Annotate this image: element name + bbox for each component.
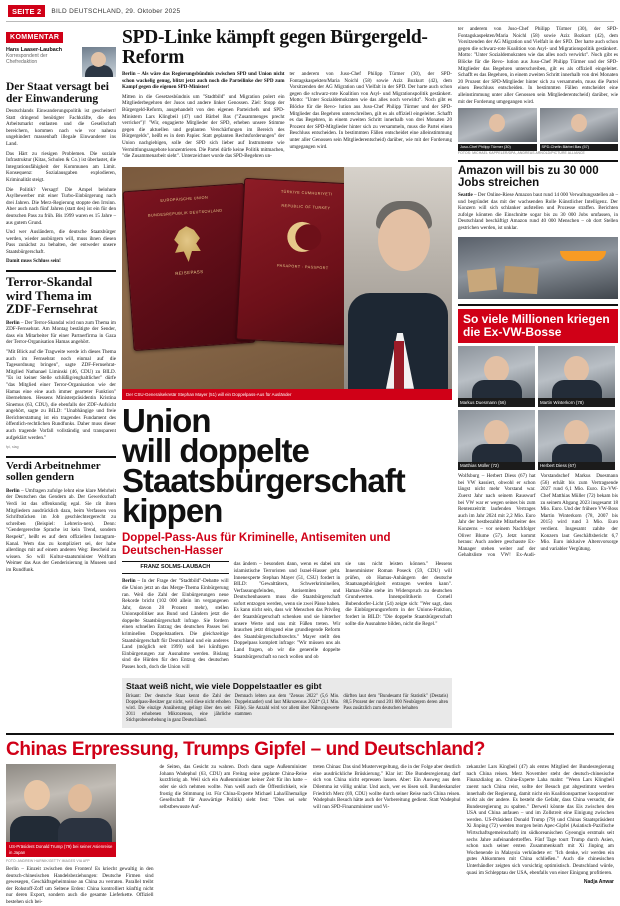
amazon-body: – Der Online-Riese Amazon baut rund 14 000 Verwaltungsstellen ab – und begründet das mit der wachsenden Rolle Künstlicher Intelligenz. Der Konzern will sich schlanker aufstellen und Prozesse straffen. Berichten zufolge könnten die Einschnitte sogar bis zu 30 000 Jobs umfassen, in Deutschland beschäftigt Amazon rund 40 000 Menschen – ob dort Stellen gestrichen werden, ist unklar. <box>458 191 618 231</box>
spd-dateline: Berlin <box>122 71 136 77</box>
union-article <box>122 561 452 673</box>
passport-de-label-2: BUNDESREPUBLIK DEUTSCHLAND <box>147 208 223 218</box>
divider-1 <box>6 270 116 272</box>
divider-2 <box>6 456 116 458</box>
vw-body: Wolfsburg – Herbert Diess (67) hat bei VW kassiert, obwohl er schon längst nicht mehr Vorstand war. Zuerst Jahr nach seinem Rauswurf bei VW war er wegen seines bis zum Rentenzeitritt laufenden Vertrages auch im Jahr 2024 mit 2,2 Mio. Euro Jahr der bestbezahlte Mitarbeiter des Konzerns – vor seinem Nachfolger Oliver Blume (57). Jetzt kommt heraus: Auch andere geschasste Ex-Manager stehen weiter auf der Gehaltsliste von VW! Ex-Audi-Vorstandschef Markus Duesmann (56) erhält bis zum Vertragsende 2027 rund 6,1 Mio. Euro. Ex-VW-Chef Matthias Müller (72) bekam bis zu seinem Abgang 2023 insgesamt 18 Mio. Euro. Und der frühere VW-Boss Martin Winterkorn (78, 2007 bis 2015) wird rund 3 Mio. Euro verdient. Insgesamt zahlte der Konzern laut Geschäftsbericht 6,7 Mio. Euro inklusive Altersvorsorge und variabler Vergütung. <box>458 473 618 559</box>
page-badge: SEITE 2 <box>8 5 45 17</box>
terror-body: – Der Terror-Skandal wird nun zum Thema im ZDF-Fernsehrat. Am Montag bestätigte der Sender, dass ein Mitarbeiter für einer Partnerfirma in Gaza der Terror-Organisation Hamas angehört. <box>6 319 116 346</box>
vw-portrait-grid <box>458 346 618 470</box>
spd-article <box>122 71 452 163</box>
union-body-1: – In der Frage der "Stadtbild"-Debatte will die Union jetzt an das Merge-Thema Einbürgerung ran. Weil die Zahl der Einbürgerungen neue Rekorde bricht (102 000 allein im vergangenen Jahr, davon 28 Prozent mehr), stellen Unionspolitiker aus Bund und Ländern jetzt die doppelte Staatsbürgerschaft infrage. Sie fordern einen schnellen Entzug des deutschen Passes bei kriminellen Doppelstaatlern. Die gleichzeitige Staatsbürgerschaft für Deutschland und ein anderes Land (möglich seit 1999) soll bei künftigen Einbürgerungen zur Ausnahme werden. Bislang sind die Hürden für den Entzug des deutschen Passes hoch, doch die Union will <box>122 578 229 671</box>
union-subheadline: Doppel-Pass-Aus für Kriminelle, Antisemiten und Deutschen-Hasser <box>122 532 391 557</box>
commentary-p1: Deutschlands Einwanderungspolitik ist gescheitert! Statt dringend benötigter Fachkräfte, die den Arbeitsmarkt entlasten und die Gesellschaft bereichern, kommen nach wie vor nahezu ungehindert massenhaft illegale Einwanderer ins Land. <box>6 108 116 147</box>
portrait-bas <box>540 108 619 151</box>
amazon-package-2 <box>503 266 539 294</box>
divider-4 <box>458 304 618 306</box>
vw-photo-4 <box>538 410 615 462</box>
passport-photo-caption: Der CSU-Generalsekretär Stephan Mayer (51) will ein Doppelpass-Aus für Ausländer <box>122 389 452 401</box>
spd-lead: – Als wäre das Regierungsbündnis zwischen SPD und Union nicht schon wackelig genug, blitzt jetzt auch noch die Parteilinke der SPD zum Kampf gegen die eigenen SPD-Minister! <box>122 71 285 91</box>
passport-tr-label-1: TÜRKIYE CUMHURIYETI <box>280 189 333 197</box>
bottom-body-0: Berlin – Einzeit zwischen den Fronten! Es kriecht gewaltig in den deutsch-chinesischen Handelsbeziehungen: Deutsche Firmen sind gewesegen, Geschäftsgeheimnisse an China zu verraten. Parallel treibt der Rohstoff-Zoff um Seltene Erden: China kontrolliert künftig nicht nur deren Export, sondern auch die gesamte Lieferkette. Offiziell bestehen sich bei- <box>6 865 154 905</box>
commentary-author <box>6 47 78 65</box>
spd-body-3: ter anderem von Juso-Chef Philipp Türmer (30), der SPD-Fontagskaspekten/Maria Noichl (58) sowie Aziz Bozkurt (42), dem Vorsitzenden der AG Migration und Vielfalt in der SPD. Der harte auch schon gegen die schwarz-rote Koalition von Asyl- und Migrationspolitik gestänkert. Motto: "Unter Sozialdemokraten wie das alles noch verwirkt". Noch gibt es Blöcke für die Revo- lution aus Juso-Chef Philipp Türmer und der SPD-Mitglieder das Begehren unterschreiben, gilt es als offiziell eingeleitet. Schafft es das Begehren, in einem zweiten Schritt innerhalb von drei Monaten 20 Prozent der SPD-Mitglieder hinter sich zu versammeln, muss die Partei einen Beschluss entscheiden. In bestimmten Fällen entscheidet eine alleinstimmung unter aller Genossen sein Mitgliederentscheid) darüber, wie mit der Forderung umgegangen wird. <box>458 26 618 105</box>
bottom-col-3 <box>467 764 615 905</box>
masthead <box>6 0 614 22</box>
divider-3 <box>458 160 618 162</box>
vw-photo-3 <box>458 410 535 462</box>
bottom-col-2: treten Chinas: Das sind Mustervergeltung, die in der Folge aber deutlich eine ausdrückliche Brüskierung." Klar ist: Die Bundesregierung darf sich von China nicht erpressen lassen. Aber: Ein Ausweg aus dem Dilemma ist völlig unklar. Und auch, wer es lösen soll. Bundeskanzler Friedrich Merz (69, CDU) wollte durch seiner Reise nach China reisen. Wadephuls Besuch hätte auch der Vorbereitung gedient. Statt Wadephul will nun SPD-Finanzminister und Vi- <box>313 764 461 810</box>
trump-head <box>24 780 50 810</box>
commentary-label: KOMMENTAR <box>6 32 63 43</box>
vw-name-2: Martin Winterkorn (78) <box>538 398 615 406</box>
spd-photo-credit: FOTOS: MICHAEL KAPPELER/DPA, ANDREAS ARNOLD/PICTURE ALLIANCE <box>458 150 585 155</box>
passport-tr-label-2: REPUBLIC OF TURKEY <box>281 203 331 211</box>
bottom-columns <box>6 764 614 905</box>
spd-col-2 <box>290 71 453 163</box>
middle-column <box>122 26 452 728</box>
doppelstaat-col-1: Brisant: Der deutsche Staat kennt die Zahl der Doppelpass-Besitzer gar nicht, weil diese nicht erhoben wird. Die einzige Annäherung gelingt über den seit 2011 erhobenen Mikrozensus, eine jährliche Stichprobenerhebung in ganz Deutschland. <box>126 694 231 724</box>
verdi-article <box>6 461 116 574</box>
amazon-photo <box>458 237 618 299</box>
vw-name-4: Herbert Diess (67) <box>538 462 615 470</box>
bas-photo <box>540 108 619 142</box>
amazon-package-1 <box>467 268 497 293</box>
union-byline: FRANZ SOLMS-LAUBACH <box>122 561 229 574</box>
commentary-p4: Und wer Ausländern, die deutsche Staatsbürger werden, wieder ausbürgern will, muss ihnen diesen Pass zunächst zu behalten, der entweder unsere Staatsbürgerschaft. <box>6 229 116 255</box>
trump-photo-credit: FOTO: ANDREW HARNIK/GETTY IMAGES VIA AFP <box>6 858 90 863</box>
commentary-body <box>6 108 116 265</box>
terror-article <box>6 275 116 451</box>
passport-photo <box>122 167 452 389</box>
spd-body-2: ter anderem von Juso-Chef Philipp Türmer (30), der SPD-Fontagskaspekten/Maria Noichl (58) sowie Aziz Bozkurt (42), dem Vorsitzenden der AG Migration und Vielfalt in der SPD. Der harte auch schon gegen die schwarz-rote Koalition von Asyl- und Migrationspolitik gestänkert. Motto: "Unter Sozialdemokraten wie das alles noch verwirkt". Noch gibt es Blöcke für die Revo- lution aus Juso-Chef Philipp Türmer und der SPD-Mitglieder das Begehren unterschreiben, gilt es als offiziell eingeleitet. Schafft es das Begehren, in einem zweiten Schritt innerhalb von drei Monaten 20 Prozent der SPD-Mitglieder hinter sich zu versammeln, muss die Partei einen Beschluss entscheiden. In bestimmten Fällen entscheidet eine alleinstimmung unter aller Genossen sein Mitgliederentscheid) darüber, wie mit der Forderung umgegangen wird. <box>289 71 452 150</box>
spd-portraits <box>458 108 618 151</box>
right-column <box>458 26 618 728</box>
tuermer-photo <box>458 108 537 142</box>
spd-headline: SPD-Linke kämpft gegen Bürgergeld-Reform <box>122 27 428 68</box>
commentary-author-role: Korrespondent der Chefredaktion <box>6 53 48 65</box>
spd-col-1 <box>122 71 285 163</box>
vw-name-1: Markus Duesmann (56) <box>458 398 535 406</box>
second-person-head <box>68 784 92 812</box>
terror-lead <box>6 320 116 346</box>
vw-person-4 <box>538 410 615 470</box>
portrait-tuermer <box>458 108 537 151</box>
union-headline-line-4: kippen <box>122 492 223 530</box>
passport-de-label-1: EUROPÄISCHE UNION <box>160 195 209 203</box>
eagle-icon <box>169 225 205 263</box>
vw-person-3 <box>458 410 535 470</box>
page-columns <box>6 26 618 728</box>
trump-photo-caption: US-Präsident Donald Trump (79) bei seiner Asienreise in Japan <box>6 842 116 857</box>
vw-photo-1 <box>458 346 535 398</box>
politician-head <box>378 209 430 271</box>
crescent-star-icon <box>286 221 322 257</box>
bas-caption: SPD-Chefin Bärbel Bas (57) <box>540 144 619 151</box>
left-column <box>6 26 116 728</box>
terror-credit: fpi, slag <box>6 445 19 450</box>
union-col-3 <box>345 561 452 673</box>
verdi-dateline: Berlin <box>6 487 20 494</box>
amazon-arrow-icon <box>560 251 606 261</box>
commentary-author-name: Hans Laaser-Laubach <box>6 47 63 53</box>
trump-photo <box>6 764 116 842</box>
spd-body-1: Mitten in die Gesetzesbündnis um "Stadtbild" und Migration polert ein Mitgliederbegehren der Jusos und andere linker Genossen. Ziel: Stopp der Bürgergeld-Reform, ausgehandelt von den eigenen Parteichefs und SPD-Ministern Lars Klingbeil (47) und Bärbel Bas ("Zusammenges precht verricker")! "Wir, engagierte Mitglieder der SPD, erheben unsere Stimme gegen die aktuellen und geplanten Verschärfungen im Bereich des Bürgergelds", heißt es in dem Papier. Statt geplanten Rechtsforderungen" der Union nachgiebigen, solle der SPD sich lieber auf Instrumente wie Vermittlungsangebote konzentrieren. Die Partei dürfe keine Politik mitmachen, "die Zusammenarbeit sieht". Unterzeichnet wurde das SPD-Begehren un- <box>122 93 285 160</box>
german-passport <box>123 183 256 351</box>
bottom-col-1: de Seiten, das Gesicht zu wahren. Doch dann sagte Außenminister Johann Wadephul (63, CDU) am Freitag seine geplante China-Reise kurzfristig ab. Weil sich ein Außenminister keiner Zeit für ihn hatte – oder sie sich nehmen wollte. Nun weiß auch die Öffentlichkeit, wie frostig die Stimmung ist. Für China-Experte Michael Laha/Ehemalige Gesellschaft für Auswärtige Politik) sieht fest: "Dies sei sehr selbstbewusste Auf- <box>159 764 307 810</box>
commentary-footer: Damit muss Schluss sein! <box>6 258 61 265</box>
terror-headline: Terror-Skandal wird Thema im ZDF-Fernsehrat <box>6 274 98 317</box>
verdi-body: – Umfragen zufolge lehnt eine klare Mehrheit der Deutschen das Gendern ab. Der Gewerkschaft Verdi ist das offenkundig egal. Sie rät ihren Mitgliedern ausdrücklich dazu, beim Verfassen von Schriftstücken im Job geschlechtergerecht zu schreiben (Beispiel: Lehrerin-nen). Denn: "Gendergerechte Sprache ist kein Trend, sondern Respekt", heißt es auf dem offiziellen Instagram-Kanal. Wem das zu kompliziert sei, der habe allerdings mit auf einem anderen Weg: Bescheid zu wissen. So will Kultur-staatsminister Wolfram Weimer das Aus der Genderisierung in Museen und im Rundfunk. <box>6 487 116 573</box>
terror-dateline: Berlin <box>6 319 20 326</box>
bottom-author: Nadja Anwar <box>583 879 614 886</box>
commentary-headline: Der Staat versagt bei der Einwanderung <box>6 81 109 105</box>
commentary-p3: Die Politik? Versagt! Die Ampel belohnte Asylbewerber mit einer Turbo-Einbürgerung nach drei Jahren. Die Merz-Regierung stoppte den Irrsinn. Aber auch nach fünf Jahren (statt des) ist ein für den deutschen Pass zu früh. Bis 1999 waren es 15 Jahre – aus gutem Grund. <box>6 186 116 226</box>
commentary-author-photo <box>82 47 116 77</box>
doppelstaat-box <box>122 678 452 729</box>
masthead-title: BILD DEUTSCHLAND, 29. Oktober 2025 <box>51 7 181 15</box>
politician-tie <box>394 341 404 389</box>
doppelstaat-col-2: Demnach lebten aus dem "Zensus 2022" (5,6 Mio. Doppelstaatler) und laut Mikrozensus 2024* (3,1 Mio. Fälle). Sie Anzahl wird vor allem über Nährungswerte stammen <box>234 694 340 718</box>
doppelstaat-headline: Staat weiß nicht, wie viele Doppelstaatler es gibt <box>126 680 322 691</box>
amazon-headline: Amazon will bis zu 30 000 Jobs streichen <box>458 164 599 189</box>
bottom-body-3: zekanzler Lars Kingbeil (47) als erstes Mitglied der Bundesregierung nach China reisen. Merz November steht der deutsch-chinesische Finanzdialog an. China-Experte Laha malnt: "Wenn Lars Klingbeil zuerst nach China reist, sollte der Besuch gut abgestimmt werden innerhalb der Regierung, damit nicht ein Koalitionspartner kooperativer wirkt als der andere. Es besteht die Gefahr, dass China versucht, die Bundesregierung zu spalten." Derweil könnte das Eis zwischen den USA und China anfauen – und im Zollstreit eine Einigung zwischen werden. US-Präsident Donald Trump (79) und Chinas Staatspräsident Xi Jinping (72) werden morgen beim Apec-Gipfel (Asiatisch-Pazifische Wirtschaftsgemeinschaft) im südkoreanischen Gyeongju erstmals seit sechs Jahre aufeinandertreffen. Fünf Tage tourt Trump durch Asien, schon nach seiner ersten Zusammenkunft mit Xi Jinping am Wochenende in Malaysia verkündete er: "Ich denke, wir werden ein gutes Abkommen mit China schließen." Auch die chinesischen Unterhändler zeigten sich vorsichtig optimistisch. Deutschland würde, quasi im Schlepptau der USA, ebenfalls von einer Einigung profitieren. <box>466 764 614 876</box>
amazon-article <box>458 165 618 300</box>
union-col-2 <box>234 561 341 673</box>
union-headline-line-1: Union <box>122 402 211 440</box>
union-headline <box>122 402 452 530</box>
union-col-1 <box>122 561 229 673</box>
second-person-suit <box>58 818 112 842</box>
terror-body2: "Mit Blick auf die Tragweite werde ich dieses Thema auch im Fernsehrat noch einmal auf die Tagesordnung bringen", sagte ZDF-Fernsehrat-Mitglied Nathanael Liminski (46, CDU) zu BILD. "Es ist keiner Stelle schlüßig/enghaltlicher" dürfe "das Mitglied einer Terror-Organisation wie der Hamas eine eine auch immer gearteter Funktion" übernehmen. Hessens Ministerpräsidentin Kristina Sinemus (63, CDU), die ebenfalls der ZDF-Aufsicht angehört, sagte zu BILD: "Unabhängige und freie Berichterstattung ist ein tragendes Fundament des öffentlich-rechtlichen Rundfunks. Daher muss dieser auch tragende Vorfall vollständig und transparent aufgeklärt werden." <box>6 348 116 441</box>
vw-photo-2 <box>538 346 615 398</box>
vw-name-3: Matthias Müller (72) <box>458 462 535 470</box>
amazon-dateline: Seattle <box>458 191 473 198</box>
verdi-headline: Verdi Arbeitnehmer sollen gendern <box>6 459 101 484</box>
passport-de-label-3: REISEPASS <box>175 268 204 276</box>
bottom-headline: Chinas Erpressung, Trumps Gipfel – und Deutschland? <box>6 739 485 761</box>
union-dateline: Berlin <box>122 578 136 585</box>
vw-person-2 <box>538 346 615 406</box>
bottom-feature <box>6 733 614 905</box>
vw-person-1 <box>458 346 535 406</box>
union-body-2: das ändern – besonders dann, wenn es dabei um islamistische Terroristen und Israel-Hasser geht. Innenexperte Stephan Mayer (51, CSU) fordert in BILD: "Gewalttätern, Schwerkriminellen, Verfassungsfeinden, Antisemiten und Deutschenhassern muss die Staatsbürgerschaft sofort entzogen werden, wenn sie zwei Pässe haben. Es kann nicht sein, dass wir Menschen das Privileg der Staatsbürgerschaft schenken und sie hinterher unsere Werte und uns mit Füßen treten. Wir brauchen jetzt dringend eine grundlegende Reform des Staatsbürgerschaftsrechts." Mayer stellt den Doppelpass komplett infrage: "Wir müssen uns als Land fragen, ob wir die generelle doppelte Staatsbürgerschaft so noch wollen und ob <box>233 561 341 660</box>
bottom-col-photo <box>6 764 154 905</box>
union-headline-line-2: will doppelte <box>122 432 309 470</box>
doppelstaat-col-3: dürften laut dem "Bundesamt für Statistik" (Destatis) 88,5 Prozent der rund 201 000 Neubürgern deren alten Pass zusätzlich zum deutschen behalten <box>343 694 449 712</box>
union-body-3: sie uns nicht leisten können." Hessens Innenminister Roman Poseck (59, CDU) will prüfen, ob Hamas-Anhängern der deutsche Staatsangehörigkeit entzogen werden kann". Hamas-Nähe stehe im Widerspruch zu deutschen Grundwerten. Innenpolitikerin Cornell Bubendorfer-Licht (54) zeigte sich: "Wer sagt, dass die Einbürgerungsreform in der Unions-Fraktion, fordert in BILD: "Die doppelte Staatsbürgerschaft sollte die Ausnahme bilden, nicht die Regel." <box>345 561 453 627</box>
politician-photo <box>344 167 452 389</box>
commentary-block <box>6 26 116 265</box>
tuermer-caption: Juso-Chef Philipp Türmer (30) <box>458 144 537 151</box>
spd-col-3 <box>458 26 618 105</box>
commentary-p2: Das Härt zu riesigen Problemen. Die soziale Infrastruktur (Kitas, Schulen & Co.) ist überlastet, die Integrationsfähigkeit der Kommunen am Limit. Konsequenz: Sozialausgaben explodieren, Kriminalität steigt. <box>6 150 116 183</box>
trump-suit <box>10 816 62 842</box>
vw-banner: So viele Millionen kriegen die Ex-VW-Bosse <box>458 309 618 343</box>
passport-tr-label-3: PASAPORT · PASSPORT <box>276 263 329 271</box>
union-headline-line-3: Staatsbürgerschaft <box>122 462 405 500</box>
